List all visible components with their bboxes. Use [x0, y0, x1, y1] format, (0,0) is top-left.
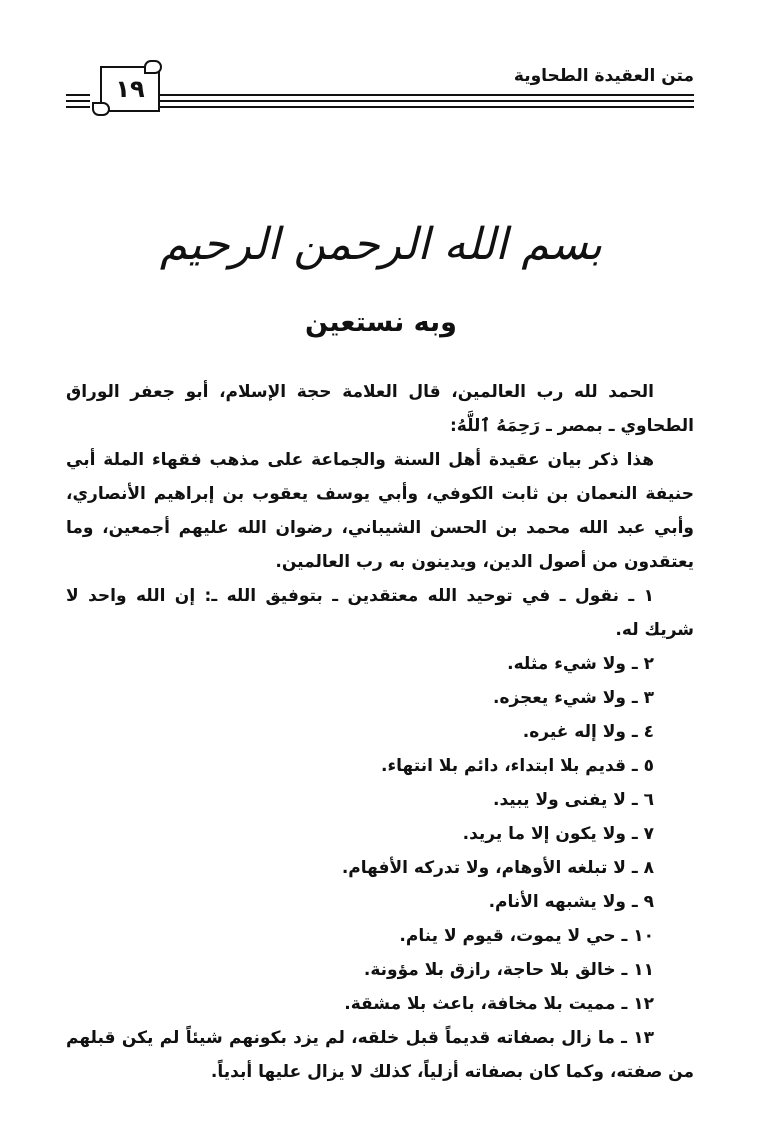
list-item: ٦ ـ لا يفنى ولا يبيد. [493, 790, 654, 810]
header-rule [66, 106, 90, 108]
list-item: ١١ ـ خالق بلا حاجة، رازق بلا مؤونة. [363, 960, 654, 980]
list-item: ١٠ ـ حي لا يموت، قيوم لا ينام. [399, 926, 654, 946]
page-header [66, 60, 694, 120]
page-number-scroll-ornament [90, 60, 160, 116]
list-item: ١٣ ـ ما زال بصفاته قديماً قبل خلقه، لم يزد بكونهم شيئاً لم يكن قبلهم من صفته، وكما كان بصفاته أزلياً، كذلك لا يزال عليها أبدياً. [66, 1028, 694, 1082]
list-item: ٧ ـ ولا يكون إلا ما يريد. [462, 824, 654, 844]
main-text [66, 375, 694, 1089]
header-rule [66, 94, 90, 96]
header-rule [66, 100, 90, 102]
paragraph: ١ ـ نقول ـ في توحيد الله معتقدين ـ بتوفيق الله ـ: إن الله واحد لا شريك له. [66, 586, 694, 640]
list-item: ٥ ـ قديم بلا ابتداء، دائم بلا انتهاء. [381, 756, 654, 776]
list-item: ٨ ـ لا تبلغه الأوهام، ولا تدركه الأفهام. [341, 858, 654, 878]
header-rule [156, 106, 694, 108]
header-rule [156, 94, 694, 96]
paragraph: هذا ذكر بيان عقيدة أهل السنة والجماعة على مذهب فقهاء الملة أبي حنيفة النعمان بن ثابت الكوفي، وأبي يوسف يعقوب بن إبراهيم الأنصاري، وأبي عبد الله محمد بن الحسن الشيباني، رضوان الله عليهم أجمعين، وما يعتقدون من أصول الدين، ويدينون به رب العالمين. [66, 450, 694, 572]
list-item: ٩ ـ ولا يشبهه الأنام. [488, 892, 654, 912]
list-item: ٣ ـ ولا شيء يعجزه. [492, 688, 654, 708]
header-rule [156, 100, 694, 102]
running-title: متن العقيدة الطحاوية [513, 66, 694, 86]
paragraph: الحمد لله رب العالمين، قال العلامة حجة الإسلام، أبو جعفر الوراق الطحاوي ـ بمصر ـ رَحِمَهُ ٱللَّهُ: [66, 382, 694, 436]
list-item: ٤ ـ ولا إله غيره. [522, 722, 654, 742]
section-subtitle: وبه نستعين [305, 307, 457, 338]
basmala-calligraphy: بسم الله الرحمن الرحيم [159, 219, 603, 270]
page-number: ١٩ [115, 75, 145, 103]
list-item: ٢ ـ ولا شيء مثله. [507, 654, 654, 674]
list-item: ١٢ ـ مميت بلا مخافة، باعث بلا مشقة. [344, 994, 654, 1014]
